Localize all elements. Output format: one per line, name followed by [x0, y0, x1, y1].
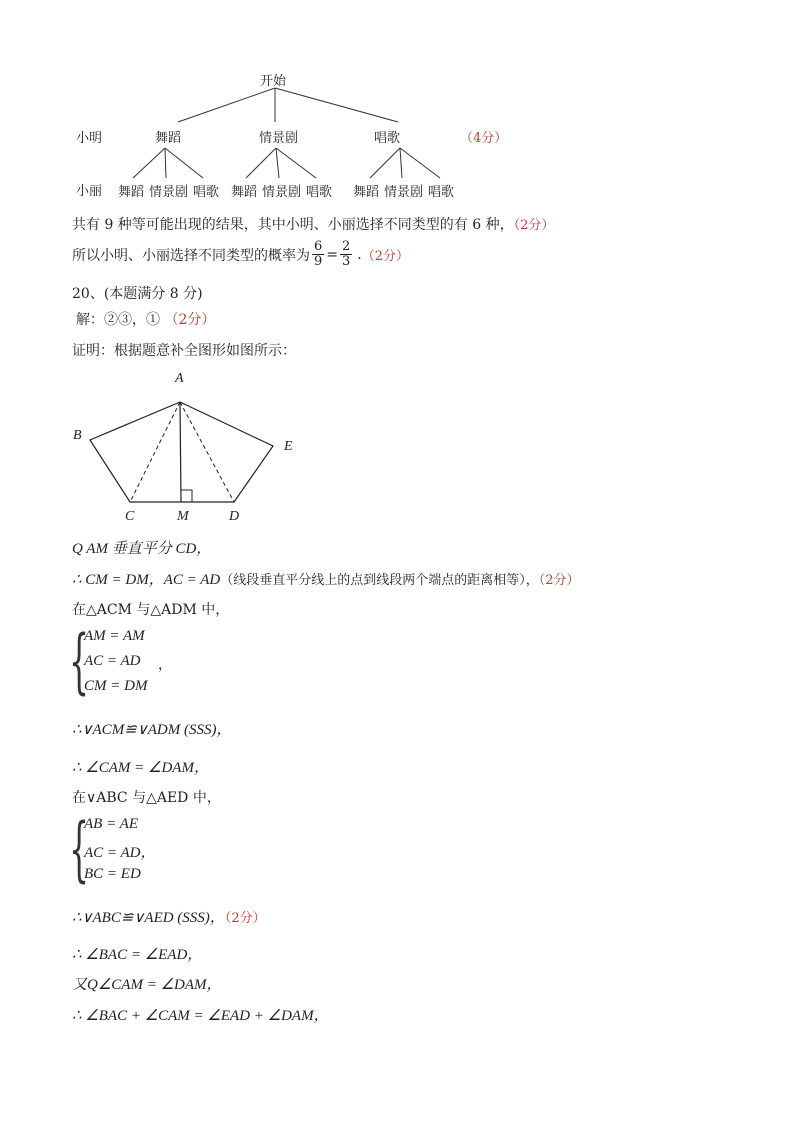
- frac1-numerator: 6: [314, 239, 323, 254]
- frac2-denominator: 3: [342, 254, 351, 269]
- sys2-eq3: BC = ED: [84, 866, 141, 882]
- proof-line-4: ∴∨ACM≌∨ADM (SSS)，: [72, 722, 232, 738]
- label-e: E: [284, 439, 293, 454]
- proof-line-2-score: （2分）: [538, 573, 580, 588]
- proof-line-2-text: （线段垂直平分线上的点到线段两个端点的距离相等），: [220, 573, 539, 588]
- proof-line-7-math: ∴∨ABC≌∨AED (SSS)，: [72, 910, 225, 926]
- brace-2: {: [69, 808, 90, 890]
- tree-l1-dance: 舞蹈: [155, 131, 182, 146]
- proof-line-2-math: ∴ CM = DM，AC = AD: [72, 572, 221, 588]
- para-probability-score: （2分）: [361, 249, 410, 264]
- q20-answer-score: （2分）: [164, 312, 216, 328]
- proof-line-1: Q AM 垂直平分 CD，: [72, 541, 212, 557]
- proof-line-7: [72, 906, 266, 927]
- frac2-numerator: 2: [342, 239, 351, 254]
- proof-line-5: ∴ ∠CAM = ∠DAM，: [72, 760, 209, 776]
- proof-line-8: ∴ ∠BAC = ∠EAD，: [72, 947, 203, 963]
- tree-l1-sing: 唱歌: [374, 131, 401, 146]
- proof-intro: 证明：根据题意补全图形如图所示：: [72, 343, 296, 359]
- tree-lines: [0, 0, 794, 210]
- proof-line-7-score: （2分）: [224, 911, 266, 926]
- proof-line-6: 在∨ABC 与△AED 中，: [72, 790, 221, 806]
- tree-l2-c3: 唱歌: [428, 185, 455, 200]
- proof-line-2: [72, 568, 580, 589]
- label-a: A: [175, 371, 184, 386]
- label-m: M: [177, 509, 189, 524]
- proof-line-10: ∴ ∠BAC + ∠CAM = ∠EAD + ∠DAM，: [72, 1008, 329, 1024]
- para-probability: [72, 240, 409, 269]
- tree-l1-drama: 情景剧: [259, 131, 299, 146]
- para-outcomes-text: 共有 9 种等可能出现的结果，其中小明、小丽选择不同类型的有 6 种，: [72, 217, 514, 233]
- tree-l2-c1: 舞蹈: [353, 185, 380, 200]
- tree-l2-c2: 情景剧: [384, 185, 424, 200]
- label-d: D: [229, 509, 240, 524]
- tree-score: （4分）: [460, 131, 508, 146]
- q20-header: 20、(本题满分 8 分): [72, 286, 203, 302]
- proof-line-9: 又Q∠CAM = ∠DAM，: [72, 977, 222, 993]
- equals-sign: =: [326, 246, 339, 263]
- tree-row2-label: 小丽: [76, 184, 103, 199]
- para-outcomes: [72, 214, 554, 234]
- q20-answer: [76, 309, 215, 329]
- segment-ac-dashed: [130, 402, 180, 502]
- tree-l2-a1: 舞蹈: [118, 185, 145, 200]
- period: .: [357, 246, 362, 263]
- frac1-denominator: 9: [314, 254, 323, 269]
- para-probability-prefix: 所以小明、小丽选择不同类型的概率为: [72, 247, 310, 264]
- pentagon-outline: [90, 402, 273, 502]
- tree-root: 开始: [260, 74, 287, 89]
- segment-ad-dashed: [180, 402, 234, 502]
- brace-1: {: [69, 620, 90, 702]
- tree-row1-label: 小明: [76, 131, 103, 146]
- sys2-eq1: AB = AE: [84, 816, 139, 832]
- tree-l2-a2: 情景剧: [149, 185, 189, 200]
- tree-l2-b2: 情景剧: [262, 185, 302, 200]
- segment-am: [180, 402, 181, 502]
- label-b: B: [73, 428, 82, 443]
- para-outcomes-score: （2分）: [513, 218, 555, 233]
- sys1-eq1: AM = AM: [84, 628, 145, 644]
- sys1-tail: ，: [158, 657, 172, 673]
- tree-l2-b1: 舞蹈: [231, 185, 258, 200]
- fraction-two-thirds: [340, 240, 352, 269]
- tree-l2-b3: 唱歌: [306, 185, 333, 200]
- right-angle-mark: [181, 490, 192, 502]
- label-c: C: [125, 509, 135, 524]
- sys1-eq3: CM = DM: [84, 678, 148, 694]
- tree-l2-a3: 唱歌: [193, 185, 220, 200]
- q20-answer-text: 解：②③，①: [76, 312, 160, 328]
- fraction-six-ninths: [312, 240, 324, 269]
- pentagon-figure: [60, 360, 320, 530]
- sys2-eq2: AC = AD，: [84, 845, 156, 861]
- sys1-eq2: AC = AD: [84, 653, 141, 669]
- proof-line-3: 在△ACM 与△ADM 中，: [72, 602, 230, 618]
